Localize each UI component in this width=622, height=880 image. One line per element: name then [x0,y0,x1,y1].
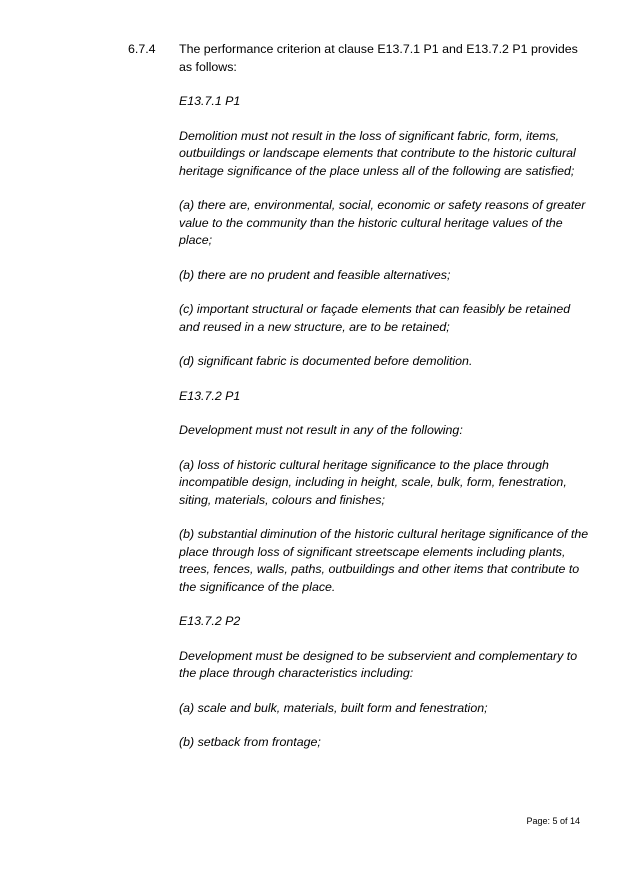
page-number: Page: 5 of 14 [526,816,580,826]
criterion-heading-e13-7-1-p1: E13.7.1 P1 [179,94,241,108]
criterion-item-b: (b) substantial diminution of the historic cultural heritage significance of the place through loss of significant streetscape elements including plants, trees, fences, walls, paths, outbuildings and other items that contribute to the significance of the place. [179,527,589,594]
clause-number: 6.7.4 [128,42,156,56]
criterion-text-demolition: Demolition must not result in the loss of significant fabric, form, items, outbuildings or landscape elements that contribute to the historic cultural heritage significance of the place unless all of the following are satisfied; [179,128,576,178]
clause-intro: The performance criterion at clause E13.7.1 P1 and E13.7.2 P1 provides as follows: [179,42,578,74]
criterion-item-d: (d) significant fabric is documented before demolition. [179,354,473,368]
clause-content [179,41,589,769]
criterion-heading-e13-7-2-p1: E13.7.2 P1 [179,388,241,403]
criterion-item-c: (c) important structural or façade elements that can feasibly be retained and reused in a new structure, are to be retained; [179,302,571,334]
criterion-item-b: (b) there are no prudent and feasible alternatives; [179,267,451,282]
criterion-text-design: Development must be designed to be subservient and complementary to the place through characteristics including: [179,648,578,680]
criterion-text-development: Development must not result in any of the following: [179,423,463,437]
criterion-item-a: (a) loss of historic cultural heritage significance to the place through incompatible design, including in height, scale, bulk, form, fenestration, siting, materials, colours and finishes; [179,457,567,507]
criterion-item-a: (a) scale and bulk, materials, built form and fenestration; [179,700,488,715]
criterion-heading-e13-7-2-p2: E13.7.2 P2 [179,614,241,628]
criterion-item-b: (b) setback from frontage; [179,735,321,749]
criterion-item-a: (a) there are, environmental, social, economic or safety reasons of greater value to the community than the historic cultural heritage values of the place; [179,198,586,247]
